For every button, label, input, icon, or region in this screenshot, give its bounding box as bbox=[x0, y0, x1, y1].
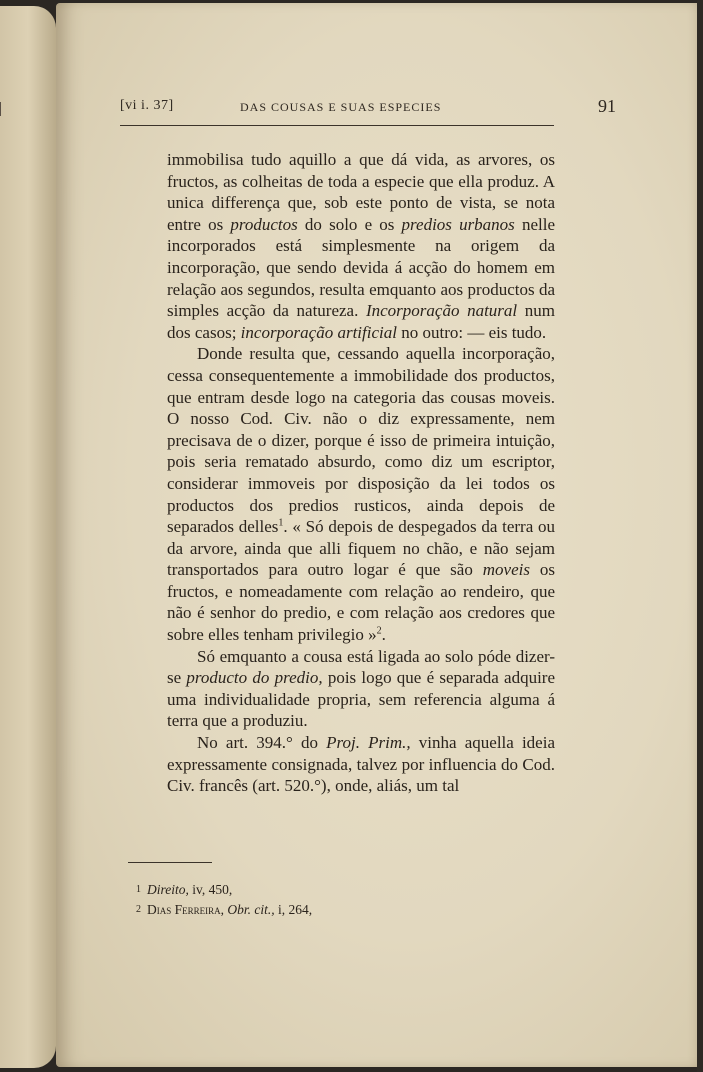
text-run: . « Só depois de despegados da terra ou da arvore, ainda que alli fiquem no chão, e não sejam transportados para outro logar é que são bbox=[167, 517, 555, 580]
running-title: DAS COUSAS E SUAS ESPECIES bbox=[240, 100, 442, 114]
text-run: pois logo que é separada adquire uma individualidade propria, sem referencia alguma á terra que a produziu. bbox=[167, 668, 555, 731]
header-rule bbox=[120, 125, 554, 126]
text-run: num dos casos; bbox=[167, 301, 555, 342]
text-run: os fructos, e nomeadamente com relação ao rendeiro, que não é senhor do predio, e com relação aos credores que sobre elles tenham privilegio » bbox=[167, 560, 555, 645]
text-run: do solo e os bbox=[297, 214, 402, 234]
text-run: no outro: — eis tudo. bbox=[396, 322, 547, 342]
footnote-1 bbox=[136, 880, 536, 900]
italic-run: incorporação artificial bbox=[240, 322, 397, 342]
text-run: . bbox=[381, 625, 386, 645]
italic-run: moveis bbox=[482, 560, 530, 580]
text-run: immobilisa tudo aquillo a que dá vida, as arvores, os fructos, as colheitas de toda a especie que ella produz. A unica differença que, sob este ponto de vista, se nota entre os bbox=[167, 150, 555, 234]
text-run: Só emquanto a cousa está ligada ao solo póde dizer-se bbox=[167, 646, 555, 688]
running-head bbox=[120, 96, 616, 118]
footnote-rule bbox=[128, 862, 212, 863]
italic-run: producto do predio, bbox=[186, 668, 323, 688]
facing-page-edge bbox=[0, 6, 56, 1068]
text-run: Donde resulta que, cessando aquella incorporação, cessa consequentemente a immobilidade dos productos, que entram desde logo na categoria das cousas moveis. O nosso Cod. Civ. não o diz expressamente, nem precisava de o dizer, porque é isso de primeira intuição, pois seria rematado absurdo, como diz um escriptor, considerar immoveis por disposição da lei todos os productos dos predios rusticos, ainda depois de separados delles bbox=[167, 344, 555, 537]
footnote-detail: iv, 450, bbox=[188, 882, 233, 897]
footnote-source: Direito, bbox=[147, 882, 189, 897]
footnotes bbox=[136, 880, 536, 920]
footnote-ref: 2 bbox=[376, 625, 382, 637]
facing-page-mark bbox=[0, 102, 1, 116]
text-run: No art. 394.° do bbox=[197, 733, 327, 753]
paragraph-3 bbox=[167, 646, 555, 732]
body-text bbox=[167, 149, 555, 797]
italic-run: Incorporação natural bbox=[365, 301, 518, 321]
text-run: nelle incorporados está simplesmente na origem da incorporação, que sendo devida á acção do homem em relação aos segundos, resulta emquanto aos productos da simples acção da natureza. bbox=[167, 214, 556, 321]
italic-run: predios urbanos bbox=[401, 214, 515, 234]
footnote-author: Dias Ferreira, bbox=[147, 902, 225, 917]
footnote-number: 1 bbox=[136, 884, 141, 895]
page-number: 91 bbox=[598, 96, 616, 116]
footnote-2 bbox=[136, 900, 536, 920]
section-reference: [vi i. 37] bbox=[120, 98, 174, 113]
paragraph-1 bbox=[167, 149, 555, 343]
italic-run: productos bbox=[230, 214, 298, 234]
footnote-source: Obr. cit., bbox=[224, 902, 275, 917]
italic-run: Proj. Prim., bbox=[326, 733, 411, 753]
footnote-ref: 1 bbox=[278, 517, 284, 529]
text-run: vinha aquella ideia expressamente consignada, talvez por influencia do Cod. Civ. francês (art. 520.°), onde, aliás, um tal bbox=[167, 733, 555, 796]
book-page bbox=[56, 3, 700, 1067]
paragraph-2 bbox=[167, 343, 555, 645]
scan-right-edge bbox=[697, 0, 703, 1072]
paragraph-4 bbox=[167, 732, 555, 797]
footnote-number: 2 bbox=[136, 904, 141, 915]
footnote-detail: i, 264, bbox=[274, 902, 313, 917]
